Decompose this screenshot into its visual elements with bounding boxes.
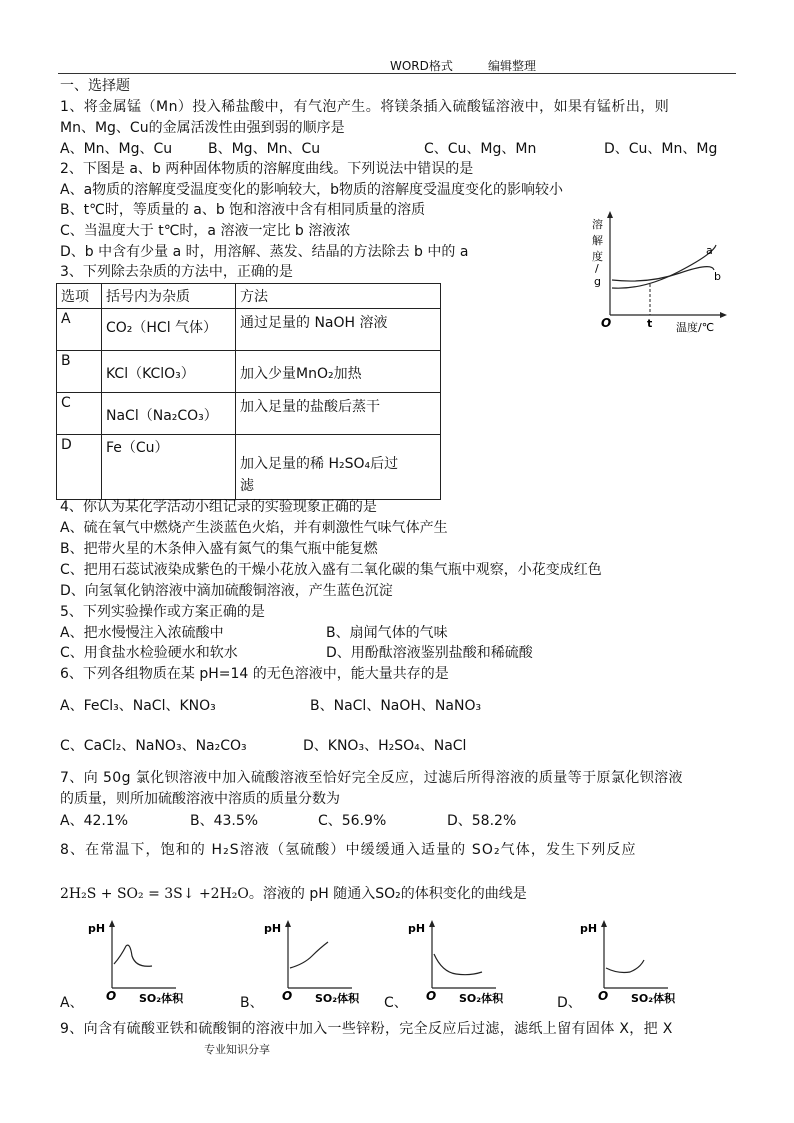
graph-ylabel-3: 度 (592, 250, 603, 263)
ph-graph-b (264, 916, 376, 1006)
q1-option-d: D、Cu、Mn、Mg (604, 141, 718, 157)
graph-ylabel-1: 溶 (592, 218, 603, 231)
q3-row-d-method (236, 435, 441, 500)
q8-line1: 8、在常温下，饱和的 H₂S溶液（氢硫酸）中缓缓通入适量的 SO₂气体，发生下列反应 (60, 842, 637, 858)
q8-option-a-label: A、 (60, 995, 84, 1011)
q6-option-a: A、FeCl₃、NaCl、KNO₃ (60, 698, 216, 714)
curve-b-label: b (714, 270, 721, 283)
q3-row-d-option: D (57, 435, 102, 500)
curve-a-label: a (706, 244, 713, 257)
q8-line2 (60, 884, 527, 904)
q3-row-d-method-line2: 滤 (240, 478, 254, 494)
q4-option-a: A、硫在氧气中燃烧产生淡蓝色火焰，并有刺激性气味气体产生 (60, 520, 448, 536)
ph-graph-b-origin: O (282, 989, 293, 1003)
ph-graph-b-xlabel: SO₂体积 (315, 992, 360, 1005)
q5-option-a: A、把水慢慢注入浓硫酸中 (60, 625, 224, 641)
q2-option-b: B、t℃时，等质量的 a、b 饱和溶液中含有相同质量的溶质 (60, 202, 426, 218)
graph-t-label: t (647, 317, 653, 330)
header-left: WORD格式 (390, 59, 453, 73)
q3-header-option: 选项 (57, 284, 102, 309)
q8-option-c-label: C、 (384, 995, 408, 1011)
ph-graph-a-origin: O (106, 989, 117, 1003)
q3-table (56, 283, 441, 500)
q2-stem: 2、下图是 a、b 两种固体物质的溶解度曲线。下列说法中错误的是 (60, 161, 474, 177)
q3-row-d-method-line1: 加入足量的稀 H₂SO₄后过 (240, 456, 399, 472)
q7-option-d: D、58.2% (447, 813, 517, 829)
ph-graph-d-origin: O (598, 989, 609, 1003)
q1-line1: 1、将金属锰（Mn）投入稀盐酸中，有气泡产生。将镁条插入硫酸锰溶液中，如果有锰析出，则 (60, 99, 670, 115)
ph-graph-b-ylabel: pH (264, 922, 282, 935)
q3-row-c-method: 加入足量的盐酸后蒸干 (236, 393, 441, 435)
q7-line1: 7、向 50g 氯化钡溶液中加入硫酸溶液至恰好完全反应，过滤后所得溶液的质量等于原氯化钡溶液 (60, 770, 683, 786)
q1-option-c: C、Cu、Mg、Mn (424, 141, 537, 157)
graph-ylabel-2: 解 (592, 234, 603, 247)
q6-option-d: D、KNO₃、H₂SO₄、NaCl (303, 738, 467, 754)
graph-ylabel-4: / (595, 262, 599, 275)
q3-row-a-substance: CO₂（HCl 气体） (102, 309, 236, 351)
q5-option-b: B、扇闻气体的气味 (326, 625, 448, 641)
q3-row-d-substance: Fe（Cu） (102, 435, 236, 500)
q2-option-c: C、当温度大于 t℃时，a 溶液一定比 b 溶液浓 (60, 223, 351, 239)
q6-option-b: B、NaCl、NaOH、NaNO₃ (310, 698, 482, 714)
graph-ylabel-5: g (594, 275, 601, 288)
q3-header-method: 方法 (236, 284, 441, 309)
section-title: 一、选择题 (60, 78, 130, 94)
q3-header-impurity: 括号内为杂质 (102, 284, 236, 309)
q8-option-d-label: D、 (557, 995, 582, 1011)
q5-option-d: D、用酚酞溶液鉴别盐酸和稀硫酸 (326, 645, 533, 661)
q9-line1: 9、向含有硫酸亚铁和硫酸铜的溶液中加入一些锌粉，完全反应后过滤，滤纸上留有固体 X，把 X (60, 1021, 673, 1037)
q3-row-c-substance: NaCl（Na₂CO₃） (102, 393, 236, 435)
q6-option-c: C、CaCl₂、NaNO₃、Na₂CO₃ (60, 738, 247, 754)
q1-option-a: A、Mn、Mg、Cu (60, 141, 173, 157)
q2-option-d: D、b 中含有少量 a 时，用溶解、蒸发、结晶的方法除去 b 中的 a (60, 244, 469, 260)
q4-option-c: C、把用石蕊试液染成紫色的干燥小花放入盛有二氧化碳的集气瓶中观察，小花变成红色 (60, 562, 602, 578)
q3-stem: 3、下列除去杂质的方法中，正确的是 (60, 264, 293, 280)
ph-graph-a-xlabel: SO₂体积 (139, 992, 184, 1005)
ph-graph-d-xlabel: SO₂体积 (631, 992, 676, 1005)
q3-row-b-substance: KCl（KClO₃） (102, 351, 236, 393)
q8-line2-tail: 。溶液的 pH 随通入SO₂的体积变化的曲线是 (248, 886, 527, 902)
header-right: 编辑整理 (488, 59, 537, 73)
ph-graph-d-ylabel: pH (580, 922, 598, 935)
q7-line2: 的质量，则所加硫酸溶液中溶质的质量分数为 (60, 791, 340, 807)
footer: 专业知识分享 (204, 1043, 270, 1056)
solubility-graph (588, 210, 738, 335)
q8-equation: 2H₂S + SO₂ = 3S↓ +2H₂O (60, 886, 249, 902)
q3-row-b-option: B (57, 351, 102, 393)
q7-option-b: B、43.5% (190, 813, 259, 829)
q4-stem: 4、你认为某化学活动小组记录的实验现象正确的是 (60, 499, 377, 515)
q3-row-b-method: 加入少量MnO₂加热 (236, 351, 441, 393)
q1-line2: Mn、Mg、Cu的金属活泼性由强到弱的顺序是 (60, 120, 345, 136)
graph-xlabel: 温度/℃ (676, 321, 715, 334)
ph-graph-c-xlabel: SO₂体积 (459, 992, 504, 1005)
q3-row-a-method: 通过足量的 NaOH 溶液 (236, 309, 441, 351)
q5-stem: 5、下列实验操作或方案正确的是 (60, 604, 265, 620)
q7-option-a: A、42.1% (60, 813, 129, 829)
ph-graph-c-origin: O (426, 989, 437, 1003)
q3-row-c-option: C (57, 393, 102, 435)
q7-option-c: C、56.9% (318, 813, 387, 829)
q5-option-c: C、用食盐水检验硬水和软水 (60, 645, 238, 661)
q6-stem: 6、下列各组物质在某 pH=14 的无色溶液中，能大量共存的是 (60, 666, 449, 682)
q4-option-b: B、把带火星的木条伸入盛有氮气的集气瓶中能复燃 (60, 541, 378, 557)
q3-row-a-option: A (57, 309, 102, 351)
ph-graph-c (408, 916, 520, 1006)
ph-graph-a (88, 916, 200, 1006)
header-rule (58, 73, 736, 74)
graph-origin: O (601, 316, 612, 330)
q4-option-d: D、向氢氧化钠溶液中滴加硫酸铜溶液，产生蓝色沉淀 (60, 583, 393, 599)
ph-graph-a-ylabel: pH (88, 922, 106, 935)
ph-graph-c-ylabel: pH (408, 922, 426, 935)
ph-graph-d (580, 916, 692, 1006)
q2-option-a: A、a物质的溶解度受温度变化的影响较大，b物质的溶解度受温度变化的影响较小 (60, 182, 564, 198)
q1-option-b: B、Mg、Mn、Cu (208, 141, 321, 157)
q8-option-b-label: B、 (240, 995, 264, 1011)
